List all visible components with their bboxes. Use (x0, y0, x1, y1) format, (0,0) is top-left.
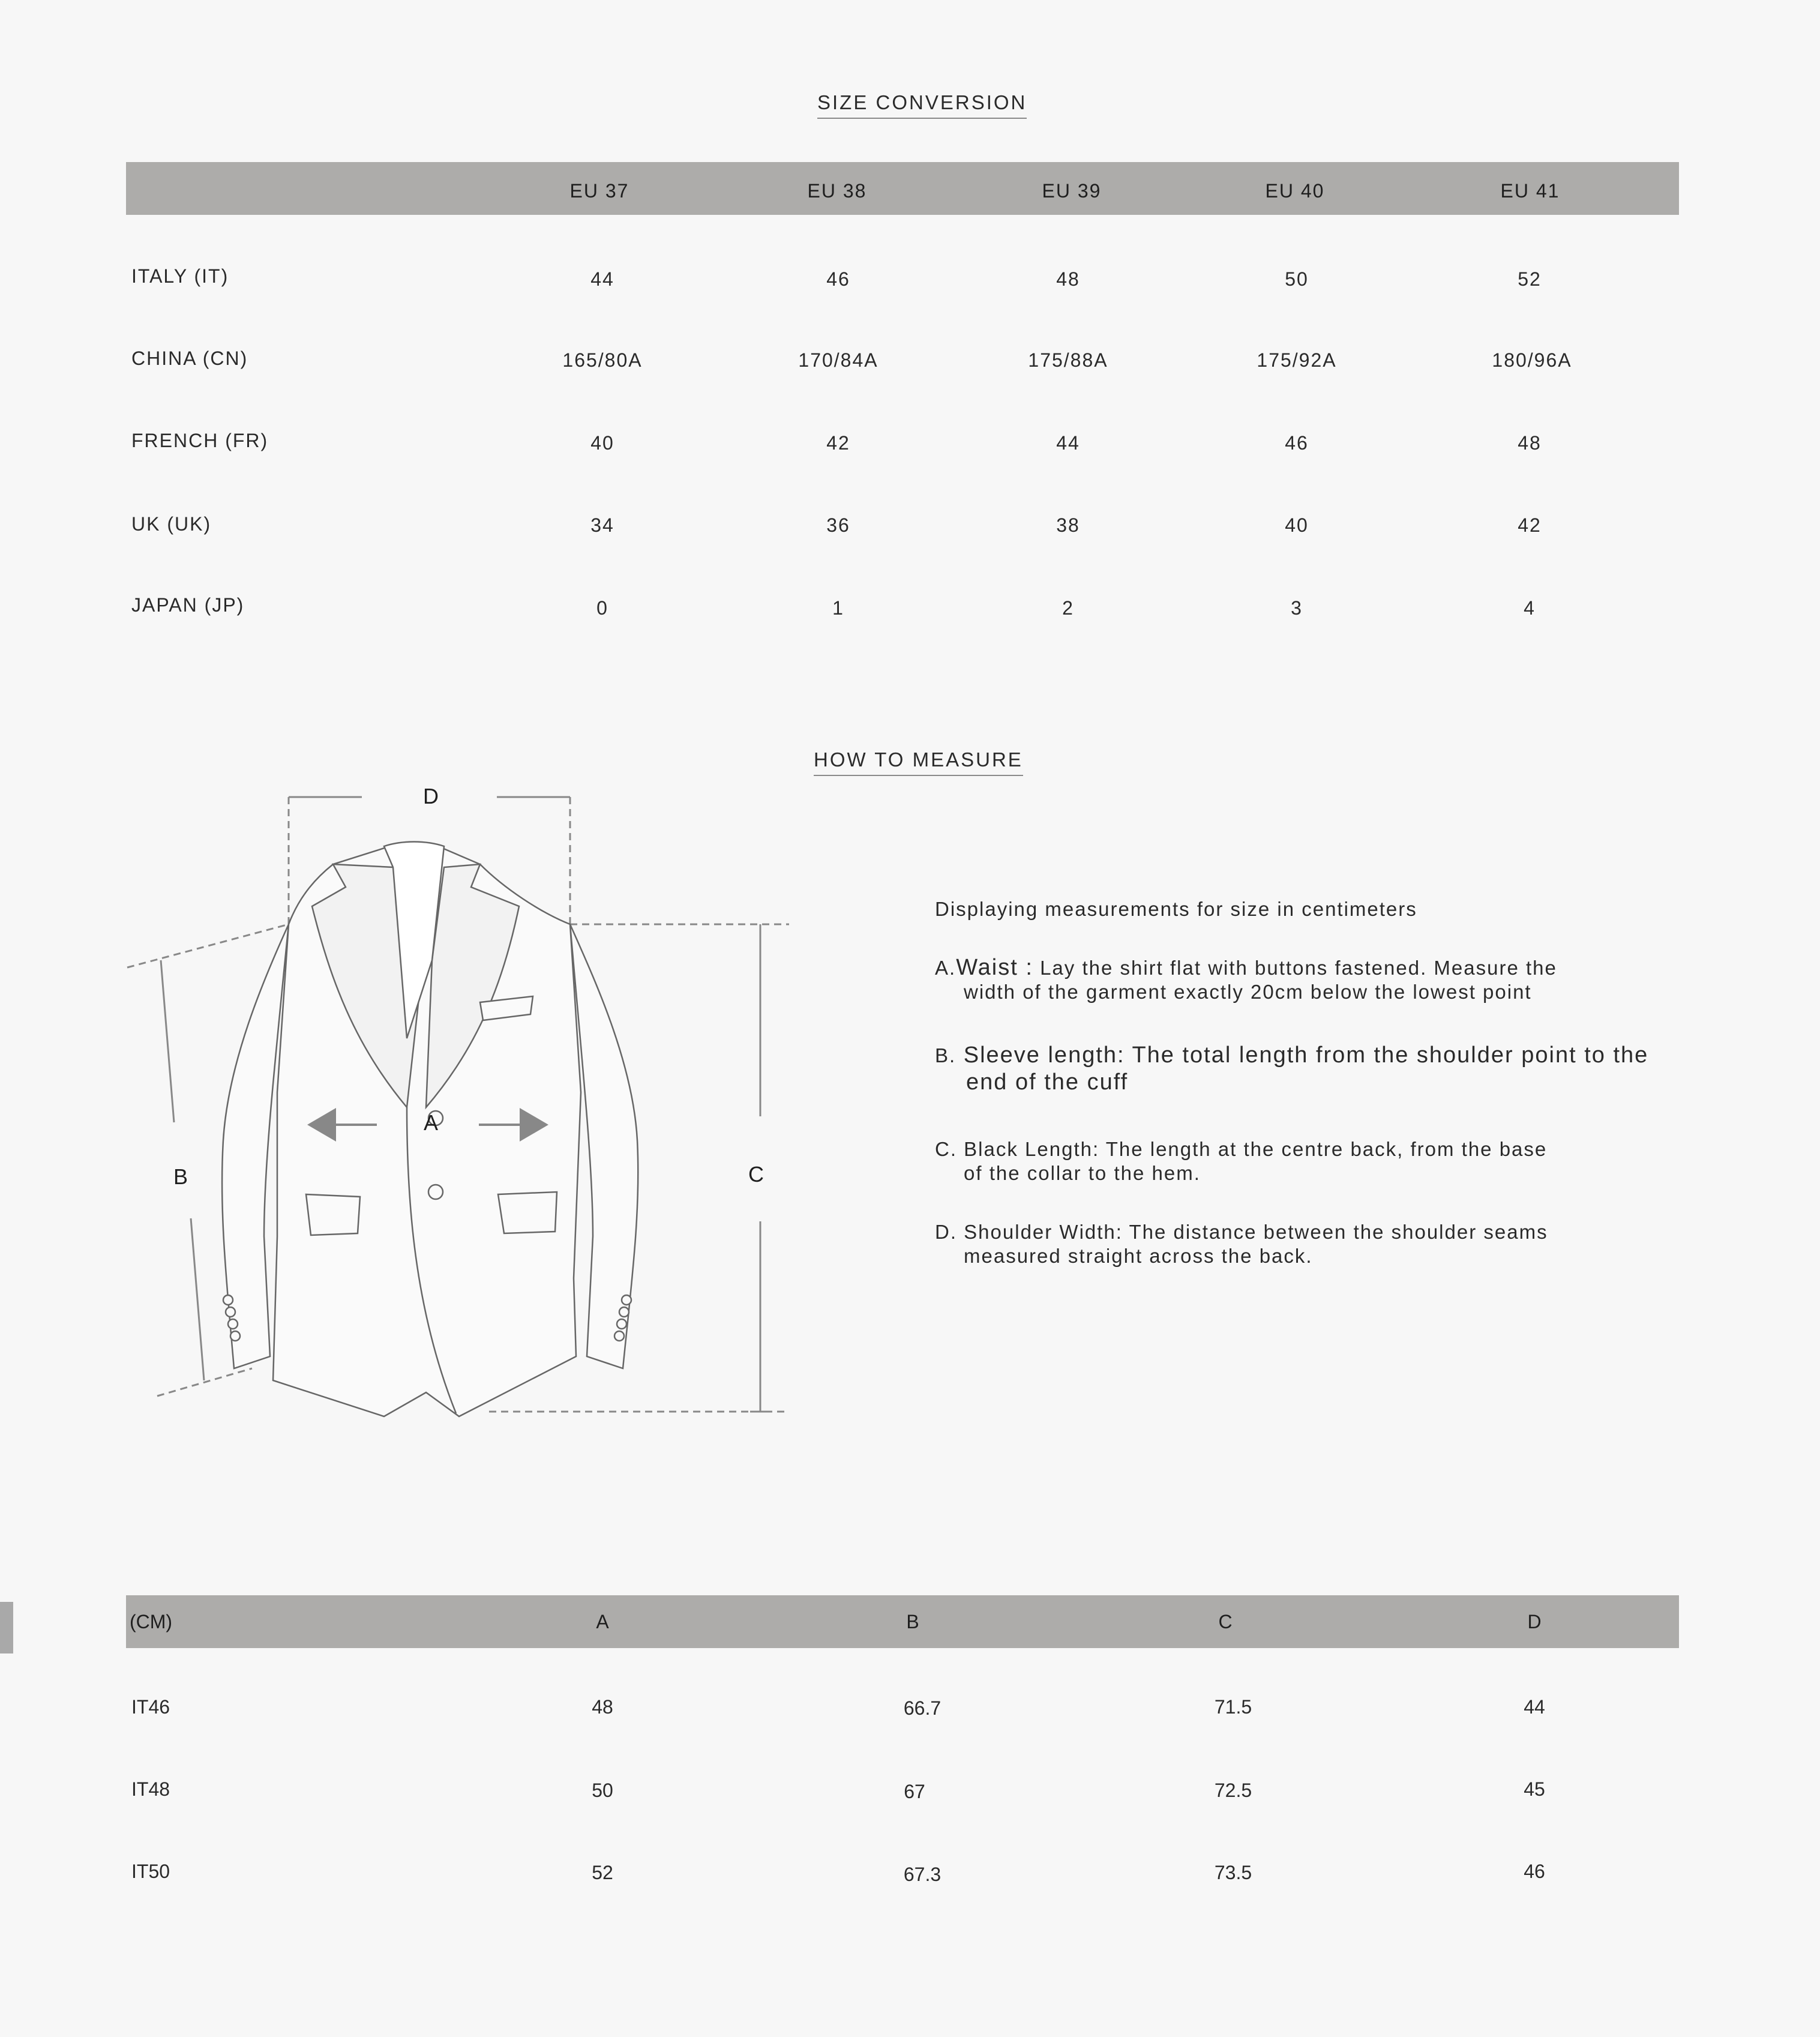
side-scroll-tab[interactable] (0, 1602, 13, 1653)
table-cell: 73.5 (1214, 1862, 1252, 1883)
table-cell: 40 (590, 432, 614, 454)
table-cell: 46 (1524, 1861, 1545, 1882)
how-to-measure-title: HOW TO MEASURE (814, 748, 1023, 776)
item-line1: Shoulder Width: The distance between the shoulder seams (957, 1221, 1548, 1243)
col-eu37: EU 37 (569, 180, 629, 202)
item-line1: Lay the shirt flat with buttons fastened. Measure the (1033, 957, 1557, 979)
table-cell: 67.3 (903, 1864, 942, 1885)
table-cell: 46 (826, 268, 850, 290)
table-cell: 45 (1524, 1778, 1545, 1800)
table-cell: 72.5 (1214, 1780, 1252, 1801)
col-d: D (1527, 1611, 1543, 1632)
table-cell: 48 (1518, 432, 1542, 454)
diagram-label-d: D (423, 784, 439, 808)
row-label-it46: IT46 (131, 1696, 170, 1718)
table-cell: 170/84A (798, 349, 878, 371)
item-line2: end of the cuff (966, 1070, 1129, 1095)
table-cell: 48 (1056, 268, 1080, 290)
size-conversion-header (126, 162, 1679, 215)
table-cell: 1 (832, 597, 844, 619)
table-cell: 44 (1056, 432, 1080, 454)
diagram-label-b: B (173, 1164, 188, 1189)
row-label-japan: JAPAN (JP) (131, 594, 245, 616)
row-label-it50: IT50 (131, 1861, 170, 1882)
table-cell: 180/96A (1492, 349, 1572, 371)
table-cell: 175/88A (1028, 349, 1108, 371)
row-label-it48: IT48 (131, 1778, 170, 1800)
col-eu40: EU 40 (1265, 180, 1325, 202)
diagram-label-a: A (423, 1110, 439, 1135)
col-eu39: EU 39 (1042, 180, 1102, 202)
table-cell: 42 (1518, 514, 1542, 536)
table-cell: 67 (904, 1781, 925, 1802)
row-label-china: CHINA (CN) (131, 348, 248, 369)
table-cell: 71.5 (1214, 1696, 1252, 1718)
measure-intro: Displaying measurements for size in centimeters (935, 898, 1417, 920)
size-conversion-title: SIZE CONVERSION (817, 91, 1027, 119)
table-cell: 40 (1285, 514, 1309, 536)
table-cell: 44 (1524, 1696, 1545, 1718)
table-cell: 165/80A (562, 349, 643, 371)
col-a: A (596, 1611, 610, 1632)
table-cell: 52 (1518, 268, 1542, 290)
diagram-label-c: C (748, 1162, 764, 1187)
item-line2: of the collar to the hem. (964, 1162, 1201, 1184)
item-prefix: D. (935, 1221, 957, 1243)
col-eu41: EU 41 (1500, 180, 1560, 202)
table-cell: 175/92A (1257, 349, 1337, 371)
table-cell: 4 (1524, 597, 1536, 619)
table-cell: 52 (592, 1862, 613, 1883)
measurements-unit-label: (CM) (130, 1611, 173, 1632)
table-cell: 46 (1285, 432, 1309, 454)
table-cell: 34 (590, 514, 614, 536)
measure-item-b (935, 1042, 1648, 1095)
item-line1: Black Length: The length at the centre back, from the base (957, 1138, 1548, 1160)
item-line2: width of the garment exactly 20cm below the lowest point (964, 981, 1532, 1003)
table-cell: 48 (592, 1696, 613, 1718)
item-head: Waist : (956, 955, 1033, 980)
item-line1: Sleeve length: The total length from the shoulder point to the (956, 1043, 1649, 1068)
jacket-diagram (120, 780, 810, 1428)
item-prefix: B. (935, 1044, 957, 1067)
row-label-uk: UK (UK) (131, 513, 212, 535)
table-cell: 38 (1056, 514, 1080, 536)
col-c: C (1218, 1611, 1234, 1632)
row-label-italy: ITALY (IT) (131, 265, 229, 287)
table-cell: 42 (826, 432, 850, 454)
measure-item-d (935, 1220, 1548, 1268)
col-eu38: EU 38 (807, 180, 867, 202)
table-cell: 44 (590, 268, 614, 290)
table-cell: 36 (826, 514, 850, 536)
table-cell: 0 (596, 597, 608, 619)
table-cell: 3 (1291, 597, 1303, 619)
table-cell: 66.7 (903, 1697, 942, 1719)
measure-item-a (935, 955, 1557, 1004)
table-cell: 50 (1285, 268, 1309, 290)
row-label-french: FRENCH (FR) (131, 430, 269, 451)
measure-item-c (935, 1137, 1547, 1185)
table-cell: 2 (1062, 597, 1074, 619)
item-prefix: A. (935, 957, 957, 979)
item-line2: measured straight across the back. (964, 1245, 1313, 1267)
col-b: B (906, 1611, 921, 1632)
item-prefix: C. (935, 1138, 957, 1160)
measurements-header (126, 1595, 1679, 1648)
table-cell: 50 (592, 1780, 613, 1801)
